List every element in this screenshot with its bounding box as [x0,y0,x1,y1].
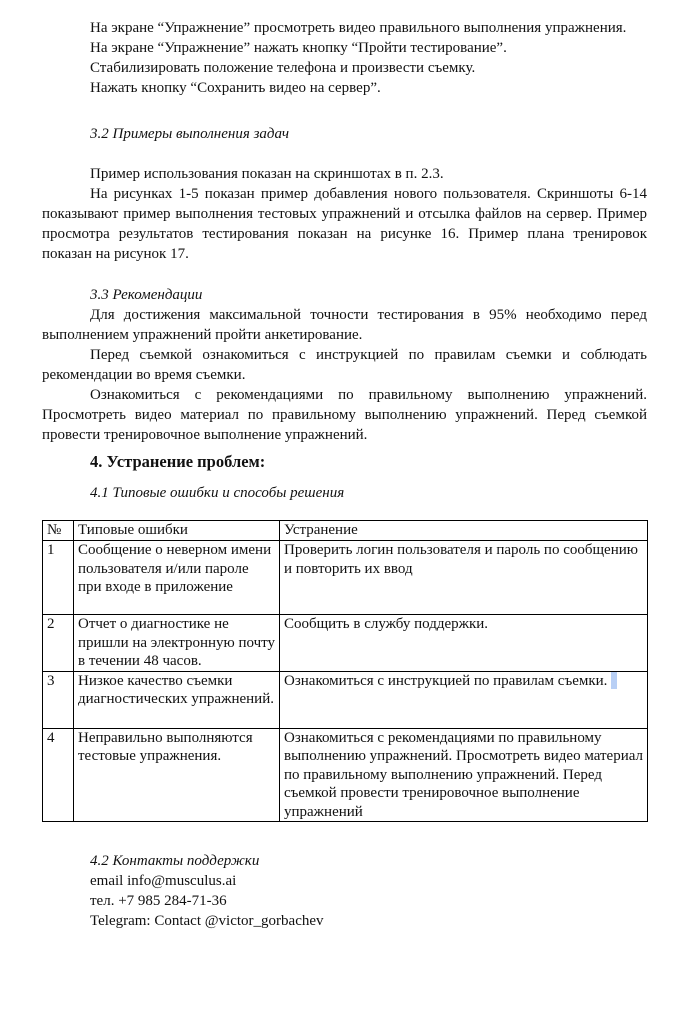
errors-table [42,520,648,822]
cell-error: Неправильно выполняются тестовые упражнения. [74,728,280,822]
step-1: На экране “Упражнение” нажать кнопку “Пройти тестирование”. [90,40,507,56]
paragraph: Перед съемкой ознакомиться с инструкцией по правилам съемки и соблюдать рекомендации во время съемки. [42,347,647,383]
section-3-2-body [42,164,647,264]
header-errors: Типовые ошибки [74,521,280,541]
support-phone: тел. +7 985 284-71-36 [90,893,227,909]
cell-error: Отчет о диагностике не пришли на электронную почту в течении 48 часов. [74,615,280,672]
paragraph: Для достижения максимальной точности тестирования в 95% необходимо перед выполнением упражнений пройти анкетирование. [42,307,647,343]
paragraph: Ознакомиться с рекомендациями по правильному выполнению упражнений. Просмотреть видео материал по правильному выполнению упражнений. Перед съемкой провести тренировочное выполнение упражнений. [42,387,647,443]
cell-number: 2 [43,615,74,672]
section-4-heading: 4. Устранение проблем: [90,452,266,471]
header-solution: Устранение [280,521,648,541]
intro-paragraph: На экране “Упражнение” просмотреть видео правильного выполнения упражнения. На экране “Упражнение” нажать кнопку “Пройти тестирование”. Стабилизировать положение телефона и произвести съемку. Нажать кнопку “Сохранить видео на сервер”. [42,18,647,98]
table-row [43,541,648,615]
step-3: Нажать кнопку “Сохранить видео на сервер”. [90,80,381,96]
cell-solution: Сообщить в службу поддержки. [280,615,648,672]
header-number: № [43,521,74,541]
paragraph: На рисунках 1-5 показан пример добавления нового пользователя. Скриншоты 6-14 показывают пример выполнения тестовых упражнений и отсылка файлов на сервер. Пример просмотра результатов тестирования показан на рисунке 16. Пример плана тренировок показан на рисунок 17. [42,186,647,262]
cell-solution [280,671,648,728]
cell-error: Сообщение о неверном имени пользователя и/или пароле при входе в приложение [74,541,280,615]
cell-number: 4 [43,728,74,822]
cell-number: 1 [43,541,74,615]
paragraph: Пример использования показан на скриншотах в п. 2.3. [90,166,444,182]
cell-solution-text: Ознакомиться с инструкцией по правилам съемки. [284,672,608,689]
cell-error: Низкое качество съемки диагностических упражнений. [74,671,280,728]
cell-number: 3 [43,671,74,728]
cell-solution: Ознакомиться с рекомендациями по правильному выполнению упражнений. Просмотреть видео материал по правильному выполнению упражнений. Перед съемкой провести тренировочное выполнение упражнений [280,728,648,822]
section-3-2-heading: 3.2 Примеры выполнения задач [90,126,289,142]
table-row [43,728,648,822]
table-header-row [43,521,648,541]
support-contacts [90,851,324,931]
table-row [43,615,648,672]
table-row [43,671,648,728]
section-3-3-body [42,305,647,445]
cell-solution: Проверить логин пользователя и пароль по сообщению и повторить их ввод [280,541,648,615]
section-4-1-heading: 4.1 Типовые ошибки и способы решения [90,485,345,501]
support-email: email info@musculus.ai [90,873,237,889]
section-4-2-heading: 4.2 Контакты поддержки [90,853,260,869]
support-telegram: Telegram: Contact @victor_gorbachev [90,913,324,929]
text-selection-highlight [611,672,617,689]
section-3-3-heading: 3.3 Рекомендации [90,287,203,303]
step-2: Стабилизировать положение телефона и произвести съемку. [90,60,476,76]
